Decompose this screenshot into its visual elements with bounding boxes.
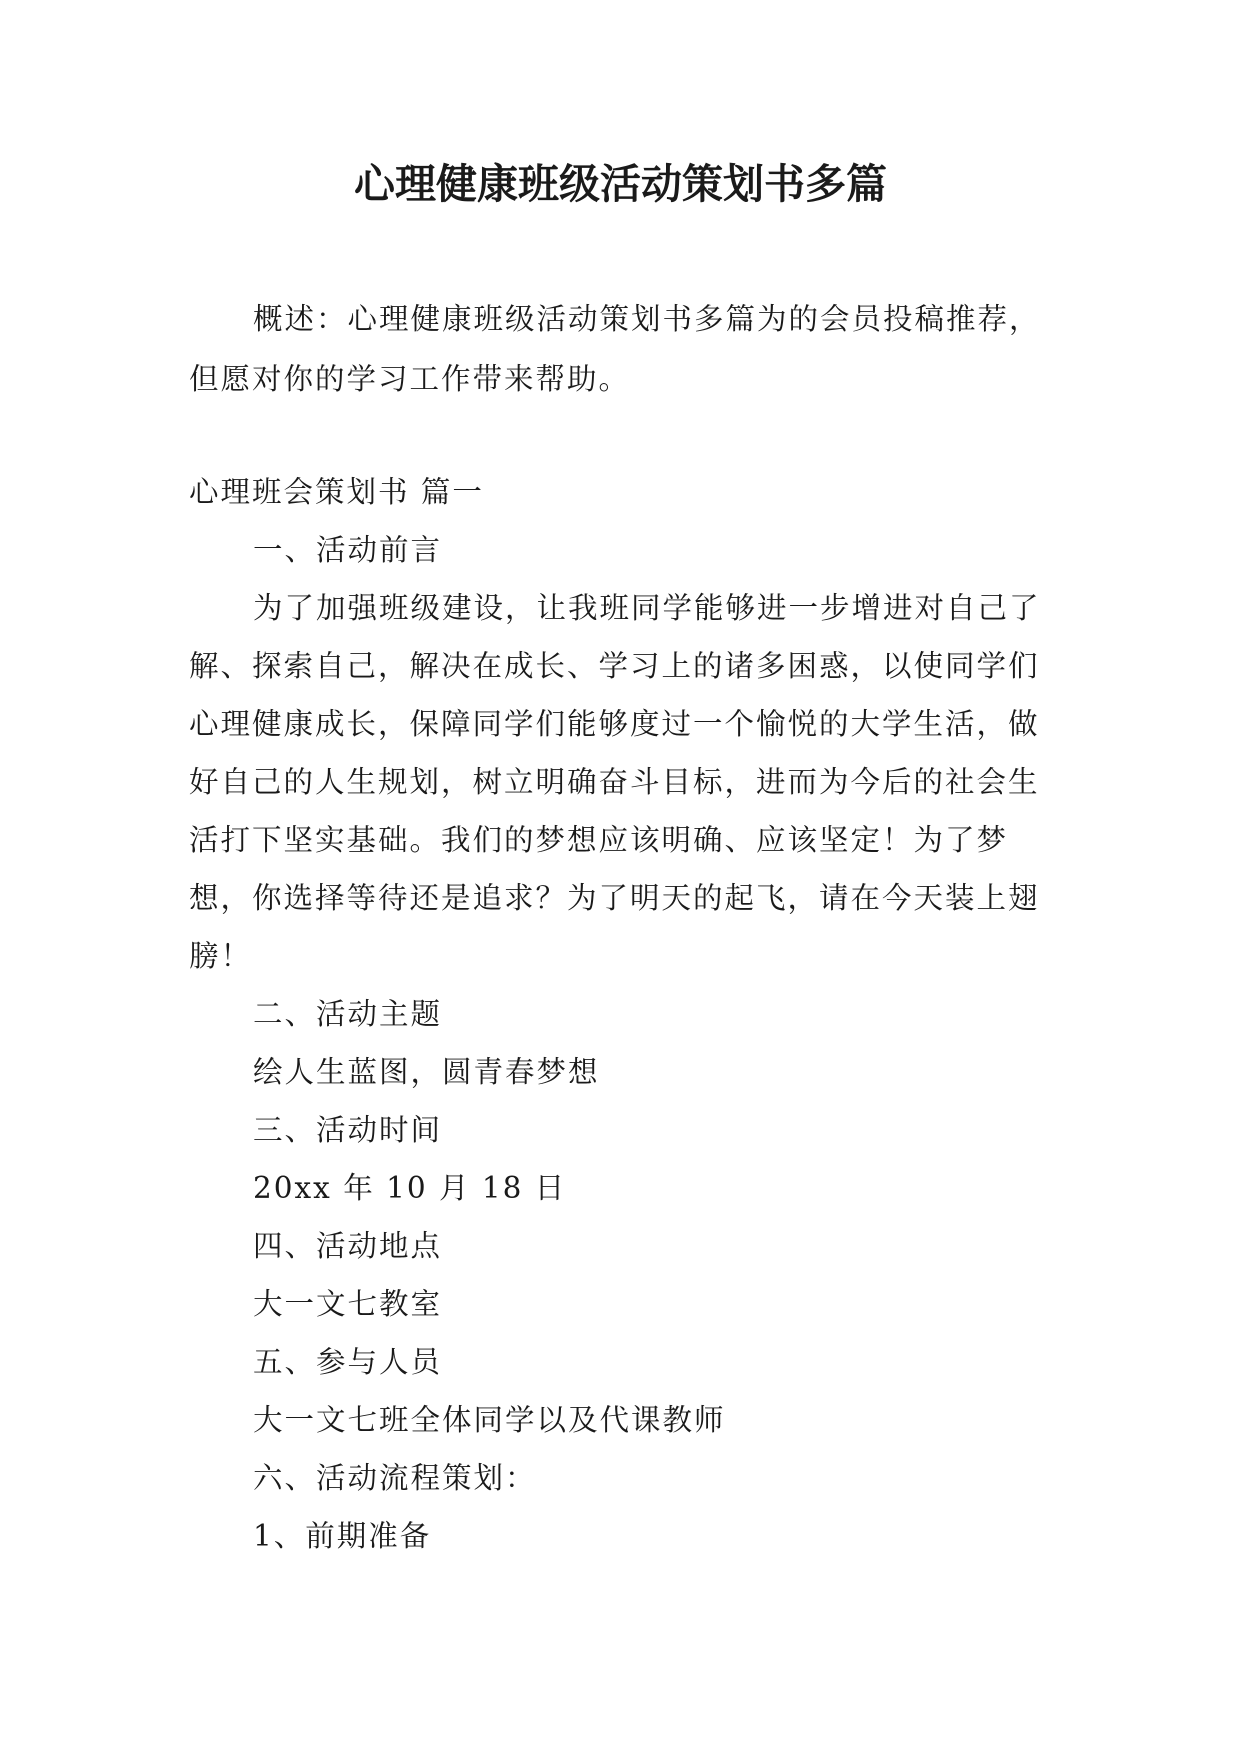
paragraph-activity-location-body: 大一文七教室 — [253, 1287, 443, 1321]
paragraph-participants-heading: 五、参与人员 — [253, 1345, 443, 1379]
paragraph-participants-body: 大一文七班全体同学以及代课教师 — [253, 1403, 726, 1437]
document-title: 心理健康班级活动策划书多篇 — [354, 160, 887, 208]
paragraph-preparation-item: 1、前期准备 — [253, 1519, 432, 1553]
paragraph-activity-preface-heading: 一、活动前言 — [253, 533, 443, 567]
summary-paragraph: 概述：心理健康班级活动策划书多篇为的会员投稿推荐，但愿对你的学习工作带来帮助。 — [189, 302, 1041, 396]
document-content — [189, 521, 1051, 1565]
paragraph-activity-theme-heading: 二、活动主题 — [253, 997, 443, 1031]
paragraph-activity-time-body: 20xx 年 10 月 18 日 — [253, 1171, 567, 1205]
paragraph-activity-time-heading: 三、活动时间 — [253, 1113, 443, 1147]
section-heading: 心理班会策划书 篇一 — [189, 475, 484, 509]
paragraph-activity-process-heading: 六、活动流程策划： — [253, 1461, 537, 1495]
paragraph-activity-theme-body: 绘人生蓝图，圆青春梦想 — [253, 1055, 600, 1089]
paragraph-activity-preface-body: 为了加强班级建设，让我班同学能够进一步增进对自己了解、探索自己，解决在成长、学习上的诸多困惑，以使同学们心理健康成长，保障同学们能够度过一个愉悦的大学生活，做好自己的人生规划，树立明确奋斗目标，进而为今后的社会生活打下坚实基础。我们的梦想应该明确、应该坚定！为了梦想，你选择等待还是追求？为了明天的起飞，请在今天装上翅膀！ — [189, 591, 1041, 973]
paragraph-activity-location-heading: 四、活动地点 — [253, 1229, 443, 1263]
